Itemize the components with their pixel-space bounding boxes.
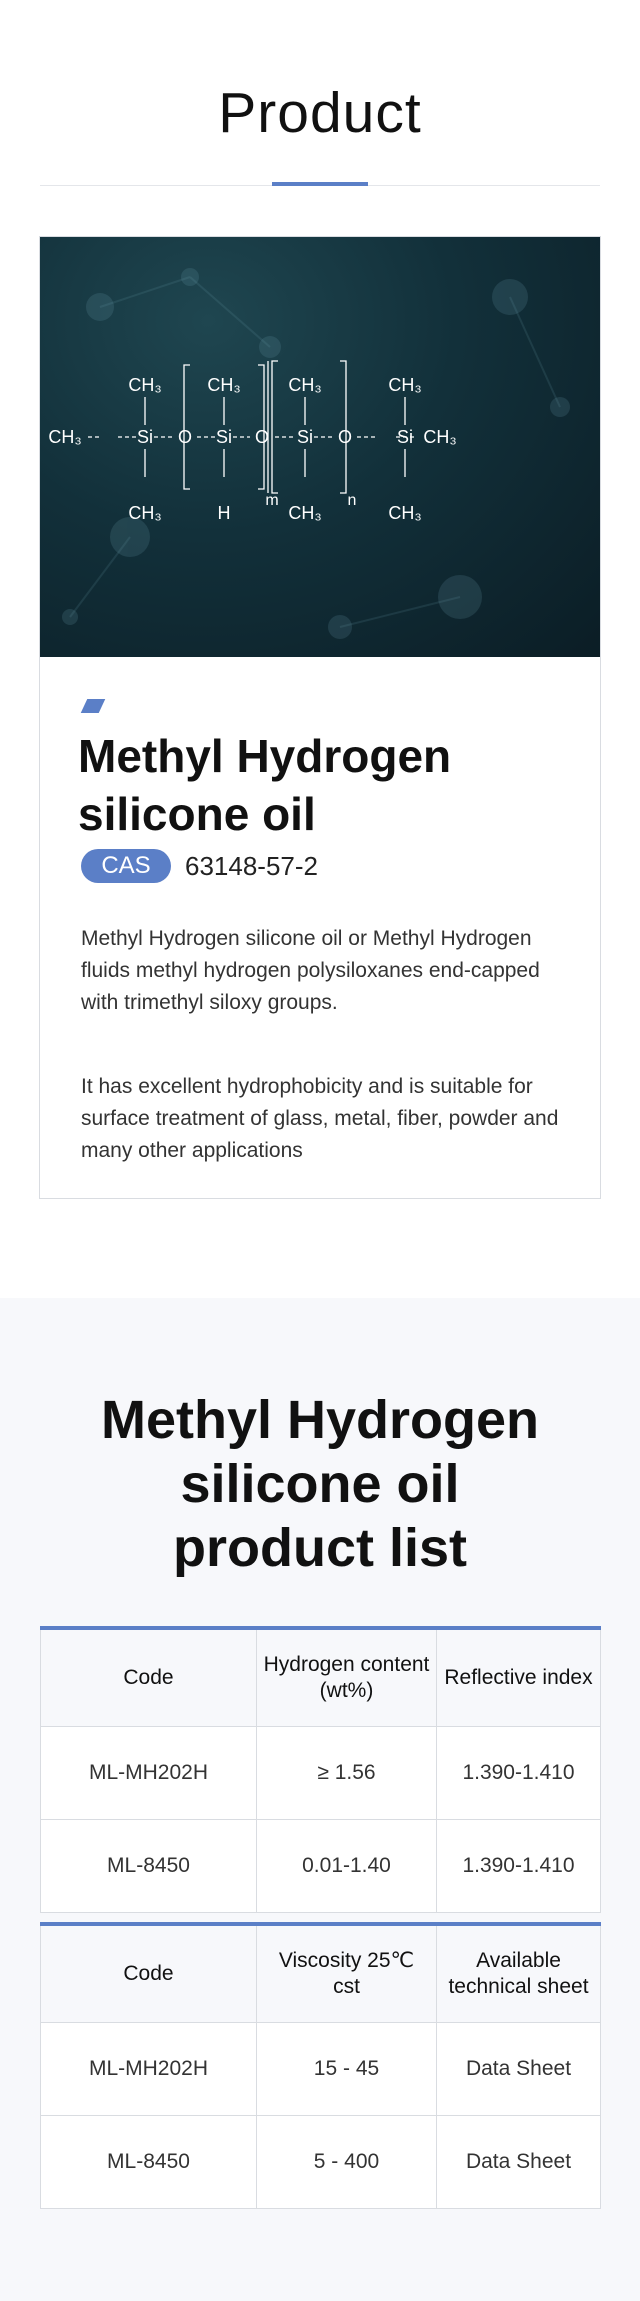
- label-ch3: CH₃: [288, 503, 322, 523]
- chemical-structure-diagram: [40, 237, 600, 657]
- cas-badge: CAS: [81, 849, 171, 883]
- label-ch3: CH₃: [207, 375, 241, 395]
- cell-hydrogen-content: ≥ 1.56: [257, 1726, 437, 1819]
- product-name-line1: Methyl Hydrogen: [78, 730, 452, 782]
- label-o: O: [337, 427, 353, 447]
- label-o: O: [177, 427, 193, 447]
- column-header-technical-sheet: Available technical sheet: [437, 1924, 601, 2022]
- label-ch3: CH₃: [388, 375, 422, 395]
- cell-technical-sheet: [437, 2115, 601, 2208]
- table-row: [41, 1726, 601, 1819]
- cell-code: ML-8450: [41, 1819, 257, 1912]
- list-title-line2: silicone oil: [180, 1454, 460, 1514]
- label-ch3: CH₃: [128, 503, 162, 523]
- column-header-hydrogen-content: Hydrogen content (wt%): [257, 1628, 437, 1726]
- title-accent-bar: [272, 182, 368, 186]
- column-header-code: Code: [41, 1628, 257, 1726]
- cell-reflective-index: 1.390-1.410: [437, 1819, 601, 1912]
- title-tag-mark: [81, 699, 106, 713]
- table-header-row: [41, 1924, 601, 2022]
- spec-table-viscosity: [40, 1922, 601, 2209]
- product-list-title: [40, 1388, 600, 1580]
- label-si: Si: [136, 427, 154, 447]
- cas-number: 63148-57-2: [185, 851, 318, 881]
- data-sheet-link[interactable]: Data Sheet: [465, 2149, 572, 2173]
- cell-hydrogen-content: 0.01-1.40: [257, 1819, 437, 1912]
- list-title-line1: Methyl Hydrogen: [100, 1390, 540, 1450]
- label-ch3: CH₃: [388, 503, 422, 523]
- column-header-viscosity: Viscosity 25℃ cst: [257, 1924, 437, 2022]
- cell-code: ML-MH202H: [41, 2022, 257, 2115]
- label-h: H: [217, 503, 231, 523]
- label-ch3: CH₃: [48, 427, 82, 447]
- product-name: [78, 727, 578, 843]
- label-si: Si: [396, 427, 414, 447]
- column-header-reflective-index: Reflective index: [437, 1628, 601, 1726]
- label-ch3: CH₃: [288, 375, 322, 395]
- table-row: [41, 2022, 601, 2115]
- list-title-line3: product list: [173, 1518, 467, 1578]
- label-o: O: [254, 427, 270, 447]
- label-n: n: [347, 492, 357, 509]
- cell-code: ML-8450: [41, 2115, 257, 2208]
- label-si: Si: [296, 427, 314, 447]
- table-row: [41, 2115, 601, 2208]
- product-name-line2: silicone oil: [78, 788, 316, 840]
- spec-table-hydrogen: [40, 1626, 601, 1913]
- product-description: Methyl Hydrogen silicone oil or Methyl Hydrogen fluids methyl hydrogen polysiloxanes end-capped with trimethyl siloxy groups.: [81, 927, 540, 1014]
- cell-code: ML-MH202H: [41, 1726, 257, 1819]
- label-m: m: [265, 492, 279, 509]
- data-sheet-link[interactable]: Data Sheet: [465, 2056, 572, 2080]
- cell-viscosity: 15 - 45: [257, 2022, 437, 2115]
- product-description: It has excellent hydrophobicity and is suitable for surface treatment of glass, metal, fiber, powder and many other applications: [81, 1075, 559, 1162]
- column-header-code: Code: [41, 1924, 257, 2022]
- cell-viscosity: 5 - 400: [257, 2115, 437, 2208]
- label-ch3: CH₃: [423, 427, 457, 447]
- cell-technical-sheet: [437, 2022, 601, 2115]
- page-title: Product: [218, 81, 422, 145]
- label-si: Si: [215, 427, 233, 447]
- cell-reflective-index: 1.390-1.410: [437, 1726, 601, 1819]
- label-ch3: CH₃: [128, 375, 162, 395]
- table-header-row: [41, 1628, 601, 1726]
- structure-image: [40, 237, 600, 657]
- product-card: [39, 236, 601, 1199]
- table-row: [41, 1819, 601, 1912]
